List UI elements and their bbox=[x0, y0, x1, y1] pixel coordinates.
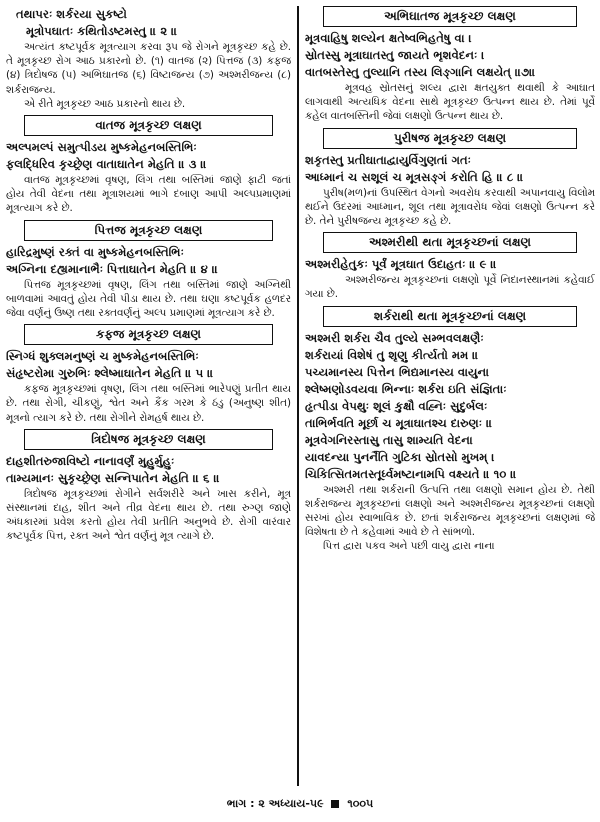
paragraph: અશ્મરી તથા શર્કરાની ઉત્પત્તિ તથા લક્ષણો સમાન હોય છે. તેથી શર્કરાજન્ય મૂત્રકૃચ્છનાં લક્ષણો અને અશ્મરીજન્ય મૂત્રકૃચ્છનાં લક્ષણો સરખાં હોય સ્વાભાવિક છે. છતાં શર્કરાજન્ય મૂત્રકૃચ્છનાં લક્ષણમાં જે વિશેષતા છે તે કહેવામાં આવે છે તે સાંભળો. bbox=[305, 483, 595, 539]
verse-line: સ્રોતસ્સુ મૂત્રાઘાતસ્તુ જાયતે ભૃશવેદનઃ । bbox=[305, 48, 485, 62]
section-heading: વાતજ મૂત્રકૃચ્છ લક્ષણ bbox=[24, 115, 273, 136]
section-heading: પુરીષજ મૂત્રકૃચ્છ લક્ષણ bbox=[323, 128, 577, 149]
section-heading: અશ્મરીથી થતા મૂત્રકૃચ્છનાં લક્ષણ bbox=[323, 232, 577, 253]
paragraph: ત્રિદોષજ મૂત્રકૃચ્છમાં રોગીને સર્વશરીરે અને ખાસ કરીને, મૂત્ર સંસ્થાનમાં દાહ, શીત અને તીવ્ર વેદના થાય છે. તથા રુગ્ણ જાણે અંધકારમાં પ્રવેશ કરતો હોય તેવી પ્રતીતિ અનુભવે છે. રોગી વારંવાર કષ્ટપૂર્વક પિત્ત, રક્ત અને શ્વેત વર્ણનું મૂત્ર ત્યાગે છે. bbox=[6, 487, 291, 543]
paragraph: અશ્મરીજન્ય મૂત્રકૃચ્છનાં લક્ષણો પૂર્વે નિદાનસ્થાનમાં કહેવાઈ ગયા છે. bbox=[305, 274, 595, 301]
page-number: ૧૦૦૫ bbox=[347, 797, 374, 810]
verse-line: અગ્નિના દહ્યમાનાભૈઃ પિત્તાઘાતેન મેહતિ ॥ ૪ ॥ bbox=[6, 261, 218, 276]
left-column bbox=[6, 6, 291, 788]
verse-line: સંહૃષ્ટરોમા ગુરુભિઃ શ્લેષ્માઘાતેન મેહતિ ॥ ૫ ॥ bbox=[6, 366, 214, 381]
verse-line: ફલદ્ધિરિવ કૃચ્છ્રેણ વાતાઘાતેન મેહતિ ॥ ૩ ॥ bbox=[6, 157, 207, 172]
verse-line: વાતબસ્તેસ્તુ તુલ્યાનિ તસ્ય લિઙ્ગાનિ લક્ષયેત્ ॥૭॥ bbox=[305, 65, 536, 79]
verse-line: મૂત્રવેગનિરસ્તાસુ તાસુ શામ્યતિ વેદના bbox=[305, 432, 473, 447]
verse-2 bbox=[6, 6, 291, 40]
paragraph: પિત્તજ મૂત્રકૃચ્છમાં વૃષણ, લિંગ તથા બસ્તિમાં જાણે અગ્નિથી બાળવામાં આવતું હોય તેવી પીડા થાય છે. તથા ઘણા કષ્ટપૂર્વક હળદર જેવા વર્ણનું ઉષ્ણ તથા રક્તવર્ણનું અલ્પ પ્રમાણમાં મૂત્રત્યાગ કરે છે. bbox=[6, 278, 291, 320]
ashmari-section bbox=[305, 232, 595, 301]
verse-line: તામ્યમાનઃ સુકૃચ્છ્રેણ સન્નિપાતેન મેહતિ ॥ ૬ ॥ bbox=[6, 470, 220, 485]
footer-chapter: ભાગ : ૨ અધ્યાય-૫૯ bbox=[226, 797, 324, 810]
column-divider bbox=[297, 6, 299, 786]
verse-line: દાહશીતરુજાવિષ્ટો નાનાવર્ણં મુહુર્મુહુઃ bbox=[6, 453, 175, 468]
verse-line: શર્કરાયાં વિશેષં તુ શૃણુ કીર્ત્યતો મમ ॥ bbox=[305, 347, 479, 362]
paragraph: પિત્ત દ્વારા પકવ અને પછી વાયુ દ્વારા નાના bbox=[323, 540, 495, 553]
verse-8 bbox=[305, 152, 595, 186]
verse-line: યાવદન્યા પુનર્નૈતિ ગુટિકા સ્રોતસો મુખમ્ । bbox=[305, 449, 495, 464]
paragraph: એ રીતે મૂત્રકૃચ્છ આઠ પ્રકારનો થાય છે. bbox=[24, 97, 186, 110]
verse-line: અશ્મરીહેતુકઃ પૂર્વં મૂત્રઘાત ઉદાહતઃ ॥ ૯ ॥ bbox=[305, 257, 497, 272]
paragraph: પુરીષ(મળ)નાં ઉપસ્થિત વેગનો અવરોધ કરવાથી અપાનવાયુ વિલોમ થઈને ઉદરમાં આધ્માન, શૂલ તથા મૂત્રાવરોધ જેવાં લક્ષણો ઉત્પન્ન કરે છે. તેને પુરીષજન્ય મૂત્રકૃચ્છ કહે છે. bbox=[305, 186, 595, 228]
intro-section bbox=[6, 6, 291, 111]
section-heading: કફજ મૂત્રકૃચ્છ લક્ષણ bbox=[24, 324, 273, 345]
verse-line: અલ્પમલ્પં સમુત્પીડય મુષ્કમેહનબસ્તિભિઃ bbox=[6, 140, 197, 155]
verse-10 bbox=[305, 330, 595, 483]
paragraph: અત્યંત કષ્ટપૂર્વક મૂત્રત્યાગ કરવા રૂપ જે રોગને મૂત્રકૃચ્છ કહે છે. તે મૂત્રકૃચ્છ રોગ આઠ પ્રકારનો છે. (૧) વાતજ (૨) પિત્તજ (૩) કફજ (૪) ત્રિદોષજ (૫) અભિઘાતજ (૬) વિષ્ટાજન્ય (૭) અશ્મરીજન્ય (૮) શર્કરાજન્ય. bbox=[6, 41, 291, 96]
verse-7 bbox=[305, 30, 595, 81]
verse-line: શ્લેષ્મણોડવયવા ભિન્નાઃ શર્કરા ઇતિ સંજ્ઞિતાઃ bbox=[305, 381, 507, 396]
abhighataja-section bbox=[305, 6, 595, 124]
verse-9 bbox=[305, 256, 595, 273]
paragraph: વાતજ મૂત્રકૃચ્છમાં વૃષણ, લિંગ તથા બસ્તિમાં જાણે ફાટી જતાં હોય તેવી વેદના તથા મૂત્રાશયમાં ભાગે દબાણ આપી અલ્પપ્રમાણમાં મૂત્રત્યાગ કરે છે. bbox=[6, 174, 291, 215]
verse-line: મૂત્રોપઘાતઃ કથિતોડષ્ટમસ્તુ ॥ ૨ ॥ bbox=[26, 24, 178, 38]
pitta-section bbox=[6, 220, 291, 321]
verse-line: તાભિર્ભવતિ મૂર્છા ચ મૂત્રાઘાતશ્ચ દારુણઃ ॥ bbox=[305, 415, 493, 430]
tridosha-section bbox=[6, 429, 291, 544]
sharkara-section bbox=[305, 306, 595, 554]
verse-line: સ્નિગ્ધં શુક્લમનુષ્ણં ચ મુષ્કમેહનબસ્તિભિઃ bbox=[6, 349, 199, 364]
verse-line: ચિકિત્સિતમતસ્તૂર્ધ્વમષ્ટાનામપિ વક્ષ્યતે ॥ ૧૦ ॥ bbox=[305, 466, 517, 481]
purishaja-section bbox=[305, 128, 595, 229]
square-bullet-icon bbox=[331, 800, 339, 808]
section-heading: પિત્તજ મૂત્રકૃચ્છ લક્ષણ bbox=[24, 220, 273, 241]
verse-line: હારિદ્રમુષ્ણં રક્તં વા મુષ્કમેહનબસ્તિભિઃ bbox=[6, 244, 184, 259]
verse-line: શકૃતસ્તુ પ્રતીઘાતાદ્વાયુર્વિગુણતાં ગતઃ bbox=[305, 152, 471, 167]
verse-3 bbox=[6, 139, 291, 173]
verse-6 bbox=[6, 453, 291, 487]
paragraph: કફજ મૂત્રકૃચ્છમાં વૃષણ, લિંગ તથા બસ્તિમાં ભારેપણું પ્રતીત થાય છે. તથા રોગી, ચીકણું, શ્વેત અને કૈંક ગરમ કે ઠંડુ (અનુષ્ણ શીત) મૂત્રનો ત્યાગ કરે છે. તથા રોગીને રોમહર્ષ થાય છે. bbox=[6, 383, 291, 424]
section-heading: શર્કરાથી થતા મૂત્રકૃચ્છનાં લક્ષણ bbox=[323, 306, 577, 327]
vata-section bbox=[6, 115, 291, 216]
verse-line: આધ્માનં ચ સશૂલં ચ મૂત્રસઙ્ગં કરોતિ હિ ॥ ૮ ॥ bbox=[305, 169, 524, 184]
page-footer bbox=[0, 796, 600, 812]
kapha-section bbox=[6, 324, 291, 425]
paragraph: મૂત્રવહ સ્રોતસનું શલ્ય દ્વારા ક્ષતયુક્ત થવાથી કે આઘાત લાગવાથી અત્યધિક વેદના સાથે મૂત્રકૃચ્છ ઉત્પન્ન થાય છે. તેમાં પૂર્વે કહેલ વાતબસ્તિની જેવાં લક્ષણો ઉત્પન્ન થાય છે. bbox=[305, 82, 595, 123]
verse-line: પચ્યમાનસ્ય પિત્તેન ભિદ્યમાનસ્ય વાયુના bbox=[305, 364, 489, 379]
verse-4 bbox=[6, 244, 291, 278]
verse-line: હૃત્પીડા વેપથુઃ શૂલં કુક્ષૌ વહ્નિઃ સુદુર્બલઃ bbox=[305, 398, 488, 413]
verse-5 bbox=[6, 348, 291, 382]
verse-line: મૂત્રવાહિષુ શલ્યેન ક્ષતેષ્વભિહતેષુ વા । bbox=[305, 31, 472, 45]
verse-line: અશ્મરી શર્કરા ચૈવ તુલ્યે સમ્ભવલક્ષણૈઃ bbox=[305, 330, 484, 345]
section-heading: ત્રિદોષજ મૂત્રકૃચ્છ લક્ષણ bbox=[24, 429, 273, 450]
right-column bbox=[305, 6, 595, 788]
verse-line: તથાપરઃ શર્કરયા સુકષ્ટો bbox=[16, 7, 127, 21]
section-heading: અભિઘાતજ મૂત્રકૃચ્છ લક્ષણ bbox=[323, 6, 577, 27]
